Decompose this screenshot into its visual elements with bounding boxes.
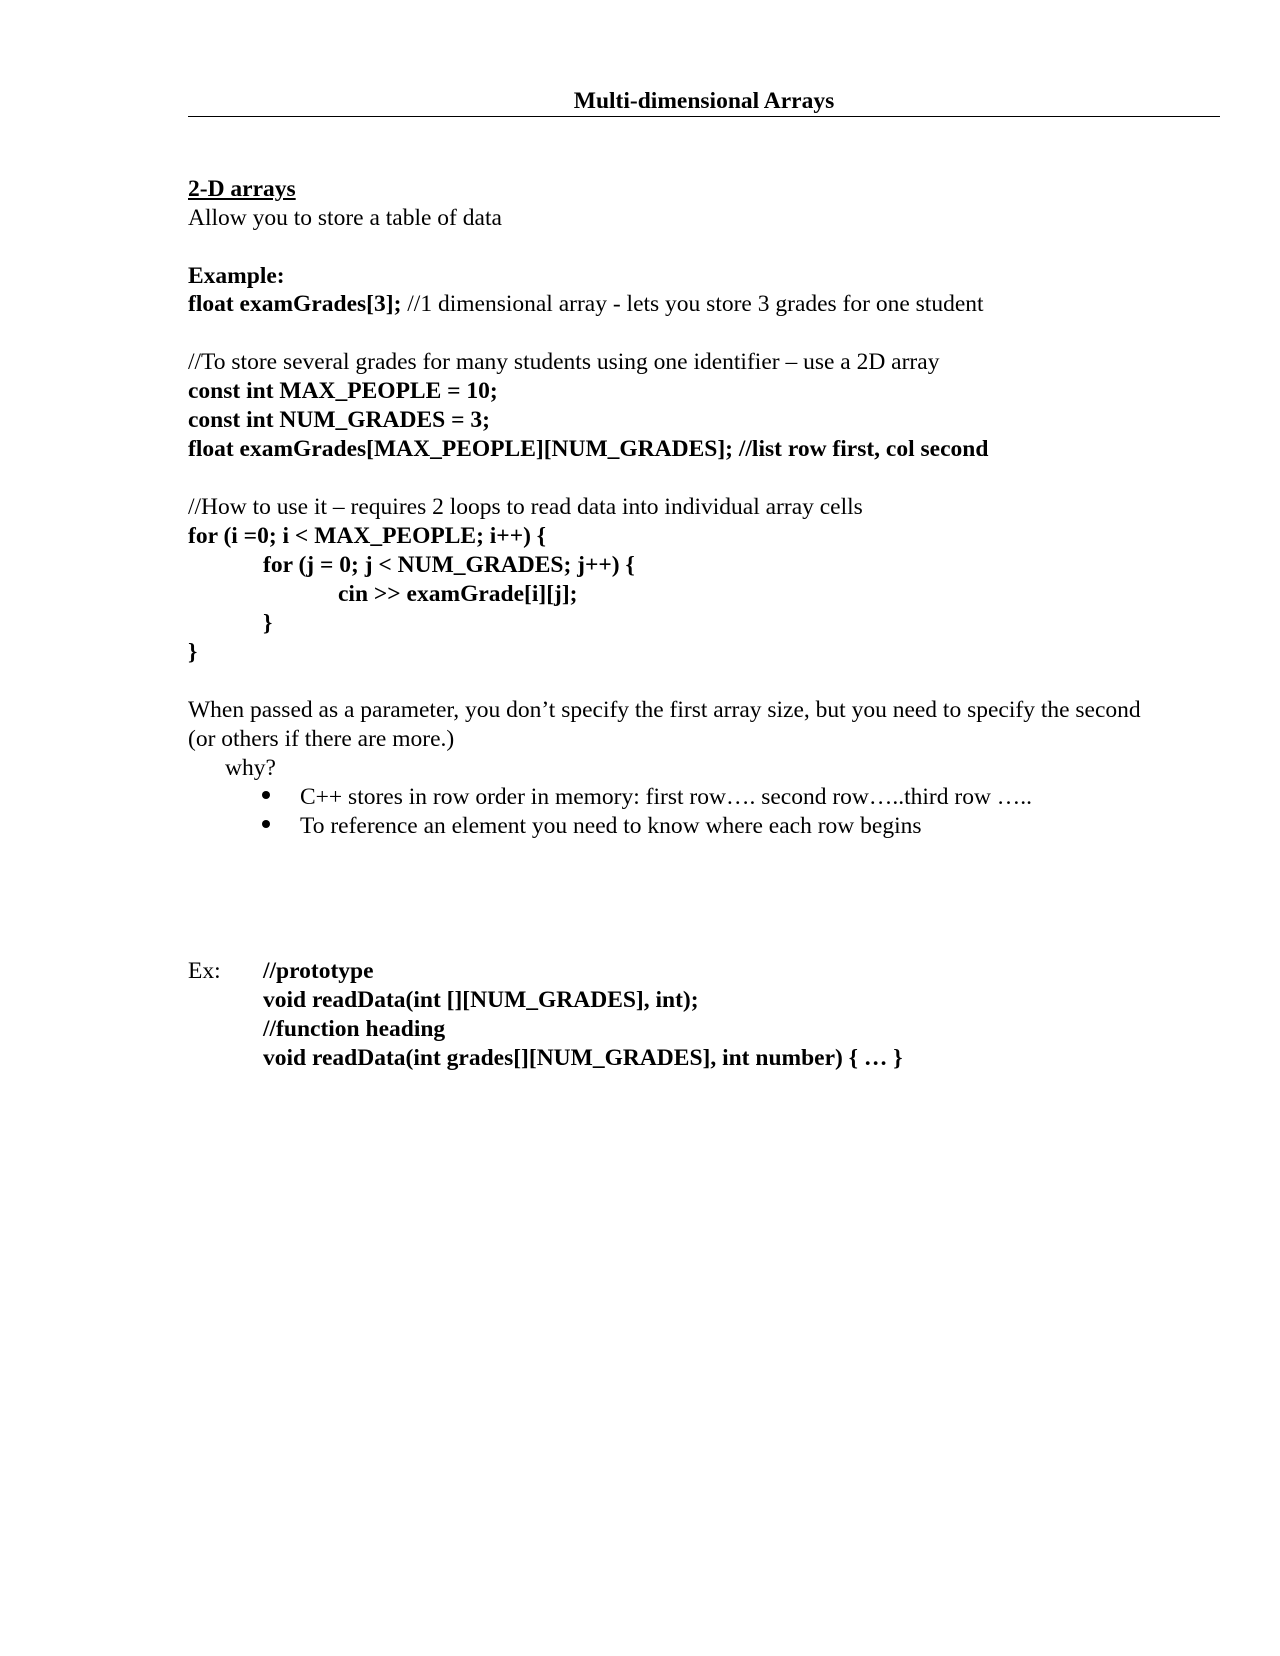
param-line-2: (or others if there are more.) (188, 726, 455, 752)
usage-comment: //How to use it – requires 2 loops to read data into individual array cells (188, 494, 863, 520)
loop-inner-close: } (263, 610, 273, 636)
why-label: why? (225, 755, 276, 781)
bullet-icon (262, 820, 270, 828)
heading-comment: //function heading (263, 1016, 446, 1042)
section-intro: Allow you to store a table of data (188, 205, 502, 231)
decl-1d-comment: //1 dimensional array - lets you store 3 grades for one student (401, 291, 984, 317)
decl-2d: float examGrades[MAX_PEOPLE][NUM_GRADES]; //list row first, col second (188, 436, 989, 462)
loop-outer-close: } (188, 639, 198, 665)
const-num-grades: const int NUM_GRADES = 3; (188, 407, 490, 433)
loop-outer: for (i =0; i < MAX_PEOPLE; i++) { (188, 523, 547, 549)
comment-2d: //To store several grades for many students using one identifier – use a 2D array (188, 349, 940, 375)
decl-1d-line (188, 290, 984, 319)
bullet-item-2: To reference an element you need to know where each row begins (300, 813, 922, 839)
loop-body: cin >> examGrade[i][j]; (338, 581, 578, 607)
bullet-item-1: C++ stores in row order in memory: first row…. second row…..third row ….. (300, 784, 1033, 810)
loop-inner: for (j = 0; j < NUM_GRADES; j++) { (263, 552, 635, 578)
example-label: Example: (188, 263, 285, 289)
param-line-1: When passed as a parameter, you don’t specify the first array size, but you need to specify the second (188, 697, 1141, 723)
proto-code: void readData(int [][NUM_GRADES], int); (263, 987, 699, 1013)
decl-1d-code: float examGrades[3]; (188, 291, 402, 317)
const-max-people: const int MAX_PEOPLE = 10; (188, 378, 498, 404)
heading-code: void readData(int grades[][NUM_GRADES], int number) { … } (263, 1045, 903, 1071)
proto-comment: //prototype (263, 958, 374, 984)
section-heading: 2-D arrays (188, 176, 296, 202)
ex-label: Ex: (188, 958, 221, 984)
page-title: Multi-dimensional Arrays (188, 86, 1220, 117)
bullet-icon (262, 791, 270, 799)
